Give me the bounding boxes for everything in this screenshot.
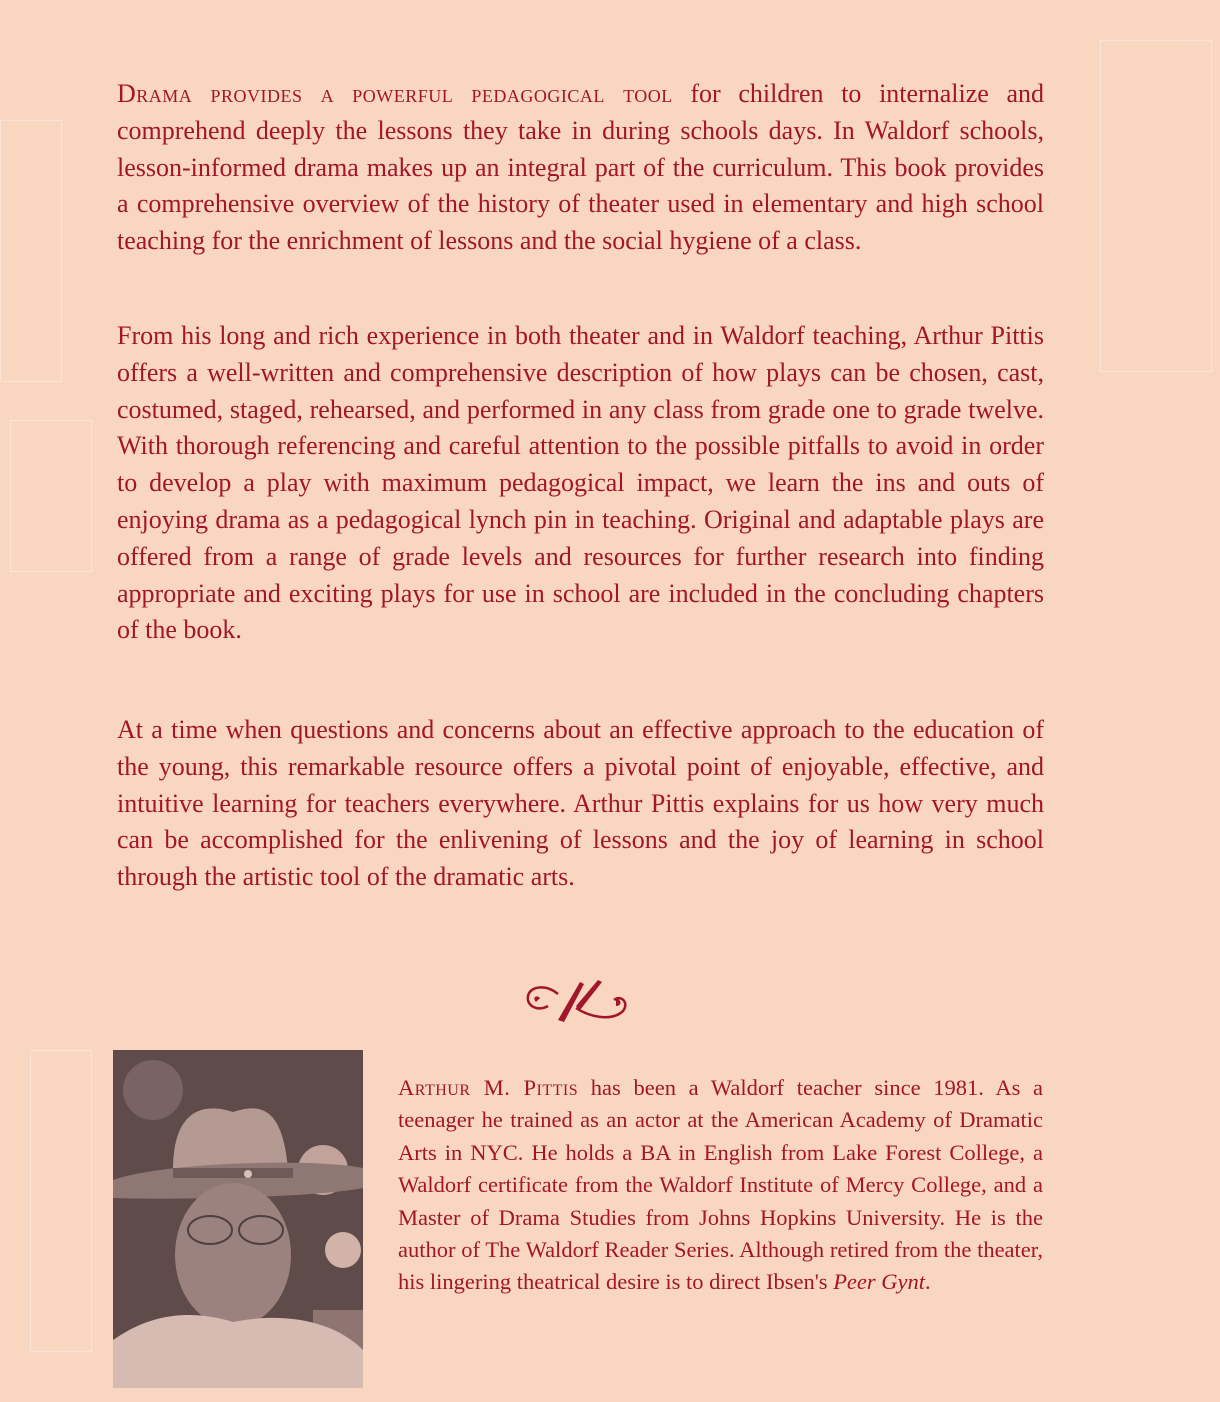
background-sketch (0, 120, 62, 382)
author-photo (113, 1050, 363, 1388)
flourish-ornament-icon (518, 968, 638, 1028)
description-paragraph-1: Drama provides a powerful pedagogical tool for children to internalize and comprehend deeply the lessons they take in during schools days. In Waldorf schools, lesson-informed drama makes up an integral part of the curriculum. This book provides a comprehensive overview of the history of theater used in elementary and high school teaching for the enrichment of lessons and the social hygiene of a class. (117, 79, 1044, 256)
description-paragraph-2: From his long and rich experience in both theater and in Waldorf teaching, Arthur Pittis offers a well-written and comprehensive description of how plays can be chosen, cast, costumed, staged, rehearsed, and performed in any class from grade one to grade twelve. With thorough referencing and careful attention to the possible pitfalls to avoid in order to develop a play with maximum pedagogical impact, we learn the ins and outs of enjoying drama as a pedagogical lynch pin in teaching. Original and adaptable plays are offered from a range of grade levels and resources for further research into finding appropriate and exciting plays for use in school are included in the concluding chapters of the book. (117, 321, 1044, 645)
play-title: Peer Gynt (833, 1269, 926, 1295)
description-paragraph-3: At a time when questions and concerns about an effective approach to the education of the young, this remarkable resource offers a pivotal point of enjoyable, effective, and intuitive learning for teachers everywhere. Arthur Pittis explains for us how very much can be accomplished for the enlivening of lessons and the joy of learning in school through the artistic tool of the dramatic arts. (117, 715, 1044, 892)
author-portrait-illustration (113, 1050, 363, 1388)
author-bio: Arthur M. Pittis has been a Waldorf teacher since 1981. As a teenager he trained as an actor at the American Academy of Dramatic Arts in NYC. He holds a BA in English from Lake Forest College, a Waldorf certificate from the Waldorf Institute of Mercy College, and a Master of Drama Studies from Johns Hopkins University. He is the author of The Waldorf Reader Series. Although retired from the theater, his lingering theatrical desire is to direct Ibsen's Peer Gynt. (398, 1075, 1043, 1295)
lead-in-small-caps: Drama provides a powerful pedagogical tool (117, 79, 673, 108)
background-sketch (1100, 40, 1212, 372)
background-sketch (10, 420, 92, 572)
author-name: Arthur M. Pittis (398, 1075, 579, 1100)
background-sketch (30, 1050, 92, 1352)
